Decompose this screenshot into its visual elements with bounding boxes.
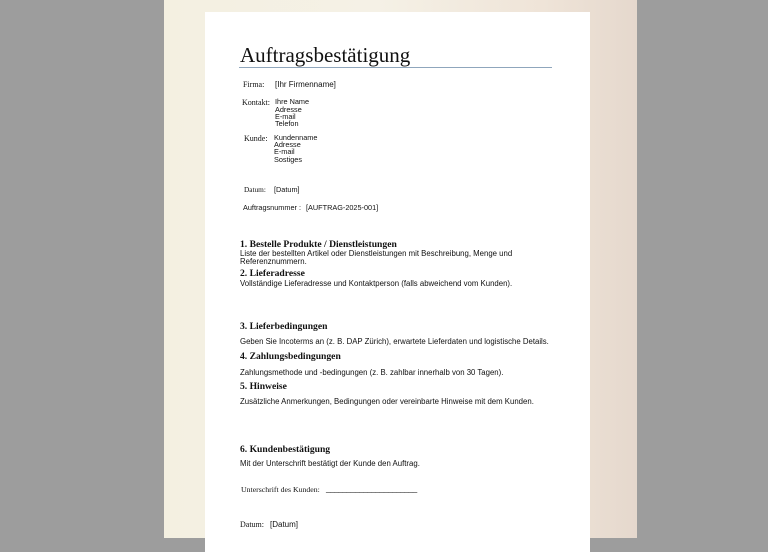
contact-line: Telefon — [275, 119, 299, 128]
section-title: 6. Kundenbestätigung — [240, 444, 331, 455]
contact-label: Kontakt: — [242, 98, 270, 107]
footer-date-value: [Datum] — [270, 520, 299, 529]
section-title: 4. Zahlungsbedingungen — [240, 351, 341, 362]
date-label: Datum: — [244, 185, 266, 194]
section-body: Liste der bestellten Artikel oder Dienstleistungen mit Beschreibung, Menge und Referenznummern. — [240, 249, 513, 267]
contact-line: Ihre Name — [275, 97, 310, 106]
title-underline — [239, 67, 552, 68]
section-title: 2. Lieferadresse — [240, 268, 305, 279]
section-title: 1. Bestelle Produkte / Dienstleistungen — [240, 239, 397, 250]
signature-line[interactable]: ______________________ — [326, 484, 417, 493]
customer-label: Kunde: — [244, 134, 268, 143]
customer-line: E-mail — [274, 147, 295, 156]
company-label: Firma: — [243, 80, 265, 89]
section-body: Geben Sie Incoterms an (z. B. DAP Zürich), erwartete Lieferdaten und logistische Details. — [240, 337, 549, 346]
customer-line: Kundenname — [274, 133, 318, 142]
date-value: [Datum] — [274, 185, 300, 194]
section-title: 5. Hinweise — [240, 381, 287, 392]
footer-date-label: Datum: — [240, 520, 264, 529]
section-body: Zahlungsmethode und -bedingungen (z. B. zahlbar innerhalb von 30 Tagen). — [240, 368, 504, 377]
contact-line: Adresse — [275, 105, 302, 114]
section-title: 3. Lieferbedingungen — [240, 321, 328, 332]
document-title: Auftragsbestätigung — [240, 43, 411, 67]
section-body: Vollständige Lieferadresse und Kontaktperson (falls abweichend vom Kunden). — [240, 279, 513, 288]
customer-line: Sostiges — [274, 155, 302, 164]
section-body: Zusätzliche Anmerkungen, Bedingungen oder vereinbarte Hinweise mit dem Kunden. — [240, 397, 534, 406]
contact-line: E-mail — [275, 112, 296, 121]
order-number-value: [AUFTRAG-2025-001] — [306, 203, 379, 212]
signature-label: Unterschrift des Kunden: — [241, 485, 320, 494]
section-body: Mit der Unterschrift bestätigt der Kunde den Auftrag. — [240, 459, 420, 468]
company-value: [Ihr Firmenname] — [275, 80, 336, 89]
customer-line: Adresse — [274, 140, 301, 149]
order-number-label: Auftragsnummer : — [243, 203, 301, 212]
